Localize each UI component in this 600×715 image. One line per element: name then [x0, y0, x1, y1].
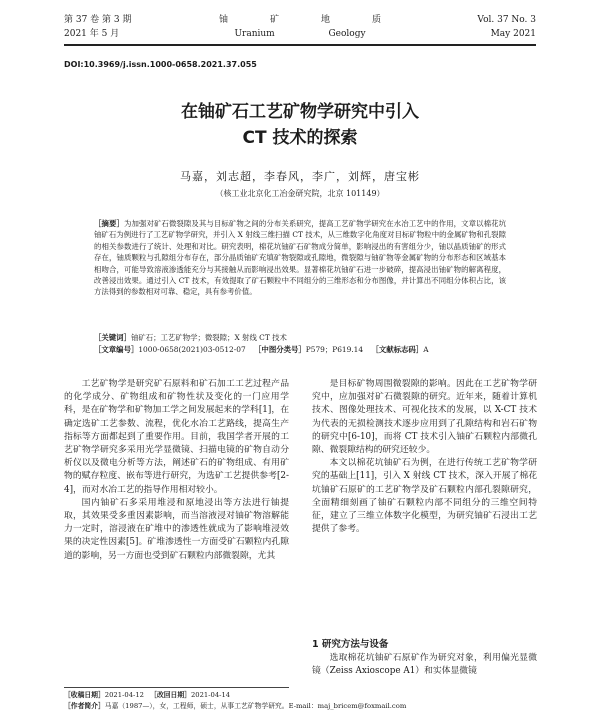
footnote: [64, 690, 536, 711]
issue-date: 2021 年 5 月: [64, 29, 120, 39]
footnote-rule: [64, 687, 289, 688]
body-column-left: [64, 378, 289, 563]
paragraph: 工艺矿物学是研究矿石原料和矿石加工工艺过程产品的化学成分、矿物组成和矿物性状及变化的一门应用学科，是在矿物学和矿物加工学之间发展起来的学科[1]，在确定选矿工艺参数、流程，优化水冶工艺路线，提高生产指标等方面都起到了重要作用。目前，我国学者开展的工艺矿物学研究多采用光学显微镜、扫描电镜的矿物自动分析仪以及微电分析等方法，阐述矿石的矿物组成、有用矿物的赋存粒度、嵌布等进行研究，为选矿工艺提供参考[2-4]，而对水冶工艺的指导作用相对较小。: [64, 379, 289, 495]
doi: DOI:10.3969/j.issn.1000-0658.2021.37.055: [64, 60, 257, 69]
section-heading: 1 研究方法与设备: [312, 639, 389, 650]
author-bio: 马嘉（1987—），女，工程师，硕士，从事工艺矿物学研究。E-mail：maj_bricem@foxmail.com: [104, 701, 407, 710]
abstract-label: ［摘要］: [94, 219, 124, 228]
body-column-right: [312, 378, 537, 536]
keywords-text: 铀矿石；工艺矿物学；微裂隙；X 射线 CT 技术: [130, 333, 287, 342]
author-bio-label: ［作者简介］: [64, 701, 105, 710]
keywords-label: ［关键词］: [94, 333, 131, 342]
received-label: ［收稿日期］: [64, 691, 105, 699]
running-header: [64, 14, 536, 42]
volume-issue: 第 37 卷 第 3 期: [64, 15, 132, 25]
code-label: ［文献标志码］: [371, 345, 424, 354]
paragraph: 选取棉花坑铀矿石原矿作为研究对象，利用偏光显微镜（Zeiss Axioscope A1）和实体显微镜: [312, 653, 537, 677]
volume-issue-en: Vol. 37 No. 3: [477, 15, 536, 25]
clc-label: ［中图分类号］: [254, 345, 306, 354]
article-number-label: ［文章编号］: [94, 345, 139, 354]
paragraph: 国内铀矿石多采用堆浸和原地浸出等方法进行铀提取，其效果受多重因素影响，而当溶液浸对铀矿物溶解能力一定时，溶浸液在矿堆中的渗透性就成为了影响堆浸效果的决定性因素[5]。矿堆渗透性一方面受矿石颗粒内孔隙道的影响，另一方面也受到矿石颗粒内部微裂隙，尤其: [64, 497, 289, 561]
clc: P579；P619.14: [305, 345, 364, 354]
revised-label: ［改回日期］: [150, 691, 191, 699]
received-date: 2021-04-12: [104, 691, 144, 699]
abstract: [94, 218, 506, 298]
journal-en-word-1: Uranium: [234, 29, 275, 39]
journal-name-cn: 铀矿地质: [218, 15, 423, 25]
keywords: [94, 332, 506, 343]
revised-date: 2021-04-14: [190, 691, 231, 699]
article-info: [94, 344, 506, 355]
journal-name-en: [64, 28, 536, 40]
paragraph: 是目标矿物周围微裂隙的影响。因此在工艺矿物学研究中，应加强对矿石微裂隙的研究。近年来，随着计算机技术、图像处理技术、可视化技术的发展，以 X-CT 技术为代表的无损检测技术逐步应用到了孔隙结构和岩石矿物的研究中[6-10]，而将 CT 技术引入铀矿石颗粒内部微孔隙、微裂隙结构的研究还较少。: [312, 379, 537, 456]
title-line-1: 在铀矿石工艺矿物学研究中引入: [181, 102, 419, 122]
footnote-author: [64, 701, 536, 712]
issue-date-en: May 2021: [490, 29, 536, 39]
footnote-dates: [64, 690, 536, 701]
article-number: 1000-0658(2021)03-0512-07: [138, 345, 246, 354]
section-paragraph: [312, 652, 537, 678]
title-line-2: CT 技术的探索: [242, 128, 358, 148]
document-code: A: [423, 345, 429, 354]
affiliation: （核工业北京化工冶金研究院，北京 101149）: [215, 189, 385, 198]
header-rule: [64, 44, 536, 46]
journal-en-word-2: Geology: [328, 29, 366, 39]
abstract-text: 为加强对矿石微裂隙及其与目标矿物之间的分布关系研究，提高工艺矿物学研究在水冶工艺中的作用，文章以棉花坑铀矿石为例进行了工艺矿物学研究，并引入 X 射线三维扫描 CT 技术，从三维数字化角度对目标矿物粒中的金属矿物和孔裂隙的相关参数进行了统计、处理和对比。研究表明，棉花坑铀矿石矿物成分简单，影响浸出的有害组分少，铀以晶质铀矿的形式存在，铀质颗粒与孔隙组分布存在，部分晶质铀矿充填矿物裂隙或孔隙地，微裂隙与铀矿物等金属矿物的分布形态和区域基本相吻合，可能导致溶液渗透能充分与其接触从而影响浸出效果。显著棉花坑铀矿石进一步破碎，提高浸出铀矿物的解离程度，改善浸出效果。通过引入 CT 技术，有效提取了矿石颗粒中不同组分的三维形态和分布图像，并计算出不同组分体积占比，该方法得到的参数相对可靠、稳定，具有参考价值。: [94, 219, 506, 297]
authors: 马嘉，刘志超，李春风，李广，刘辉，唐宝彬: [180, 170, 420, 183]
paragraph: 本文以棉花坑铀矿石为例，在进行传统工艺矿物学研究的基础上[11]，引入 X 射线 CT 技术，深入开展了棉花坑铀矿石原矿的工艺矿物学及矿石颗粒内部孔裂隙研究，全面精细刻画了铀矿石颗粒内部不同组分的三维空间特征，建立了三维立体数字化模型，为研究铀矿石浸出工艺提供了参考。: [312, 458, 537, 535]
